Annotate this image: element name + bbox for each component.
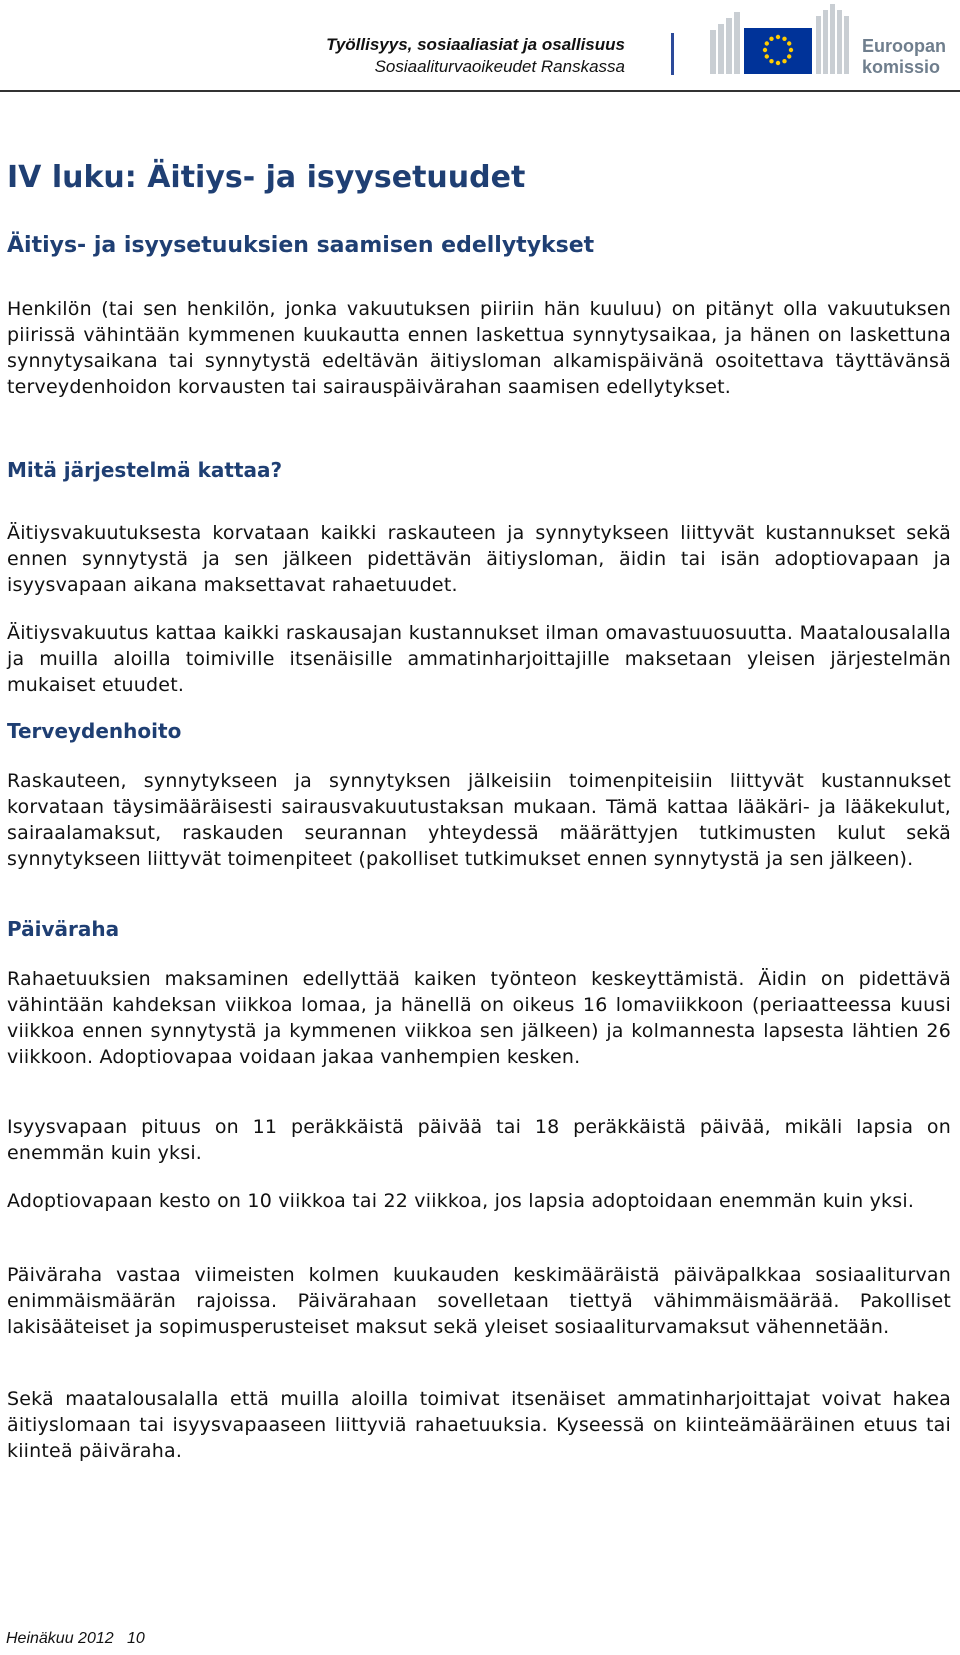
header-divider xyxy=(671,33,674,75)
page-footer: Heinäkuu 2012 10 xyxy=(6,1630,145,1647)
logo-line2: komissio xyxy=(862,57,941,77)
paragraph-coverage-2: Äitiysvakuutus kattaa kaikki raskausajan kustannukset ilman omavastuuosuutta. Maatalousalalla ja muilla aloilla toimiville itsenäisille ammatinharjoittajille maksetaan yleisen järjestelmän mukaiset etuudet. xyxy=(7,622,951,696)
paragraph-allowance-1: Rahaetuuksien maksaminen edellyttää kaiken työnteon keskeyttämistä. Äidin on pidettävä vähintään kahdeksan viikkoa lomaa, ja hänellä on oikeus 16 lomaviikkoon (periaatteessa kuusi viikkoa ennen synnytystä ja kymmenen viikkoa sen jälkeen) ja kolmannesta lapsesta lähtien 26 viikkoon. Adoptiovapaa voidaan jakaa vanhempien kesken. xyxy=(7,968,951,1068)
header-title: Työllisyys, sosiaaliasiat ja osallisuus xyxy=(326,35,625,54)
paragraph-allowance-3: Adoptiovapaan kesto on 10 viikkoa tai 22 viikkoa, jos lapsia adoptoidaan enemmän kuin yksi. xyxy=(7,1190,915,1212)
section-heading-daily-allowance: Päiväraha xyxy=(7,917,120,941)
paragraph-healthcare: Raskauteen, synnytykseen ja synnytyksen jälkeisiin toimenpiteisiin liittyvät kustannukset korvataan täysimääräisesti sairausvakuutustaksan mukaan. Tämä kattaa lääkäri- ja lääkekulut, sairaalamaksut, raskauden seurannan yhteydessä määrättyjen tutkimusten kulut sekä synnytykseen liittyvät toimenpiteet (pakolliset tutkimukset ennen synnytystä ja sen jälkeen). xyxy=(7,770,951,870)
section-heading-healthcare: Terveydenhoito xyxy=(7,719,182,743)
paragraph-allowance-2: Isyysvapaan pituus on 11 peräkkäistä päivää tai 18 peräkkäistä päivää, mikäli lapsia on enemmän kuin yksi. xyxy=(7,1116,951,1164)
paragraph-conditions: Henkilön (tai sen henkilön, jonka vakuutuksen piiriin hän kuuluu) on pitänyt olla vakuutuksen piirissä vähintään kymmenen kuukautta ennen laskettua synnytysaikaa, ja hänen on laskettuna synnytysaikana tai synnytystä edeltävän äitiysloman alkamispäivänä osoitettava täyttävänsä terveydenhoidon korvausten tai sairauspäivärahan saamisen edellytykset. xyxy=(7,298,951,398)
chapter-title: IV luku: Äitiys- ja isyysetuudet xyxy=(7,160,526,195)
paragraph-allowance-4: Päiväraha vastaa viimeisten kolmen kuukauden keskimääräistä päiväpalkkaa sosiaaliturvan enimmäismäärän rajoissa. Päivärahaan sovelletaan tiettyä vähimmäismäärää. Pakolliset lakisääteiset ja sopimusperusteiset maksut sekä yleiset sosiaaliturvamaksut vähennetään. xyxy=(7,1264,951,1338)
paragraph-coverage-1: Äitiysvakuutuksesta korvataan kaikki raskauteen ja synnytykseen liittyvät kustannukset sekä ennen synnytystä ja sen jälkeen pidettävän äitiysloman, äidin tai isän adoptiovapaan ja isyysvapaan aikana maksettavat rahaetuudet. xyxy=(7,522,951,596)
section-heading-coverage: Mitä järjestelmä kattaa? xyxy=(7,458,283,482)
paragraph-allowance-5: Sekä maatalousalalla että muilla aloilla toimivat itsenäiset ammatinharjoittajat voivat hakea äitiyslomaan tai isyysvapaaseen liittyviä rahaetuuksia. Kyseessä on kiinteämääräinen etuus tai kiinteä päiväraha. xyxy=(7,1388,951,1462)
logo-wordmark xyxy=(862,36,946,78)
section-heading-conditions: Äitiys- ja isyysetuuksien saamisen edellytykset xyxy=(7,233,595,258)
page-header xyxy=(0,0,960,92)
european-commission-logo-icon xyxy=(708,2,868,78)
logo-line1: Euroopan xyxy=(862,36,946,56)
header-rule xyxy=(0,90,960,92)
header-subtitle: Sosiaaliturvaoikeudet Ranskassa xyxy=(374,57,625,76)
header-text xyxy=(326,34,625,78)
